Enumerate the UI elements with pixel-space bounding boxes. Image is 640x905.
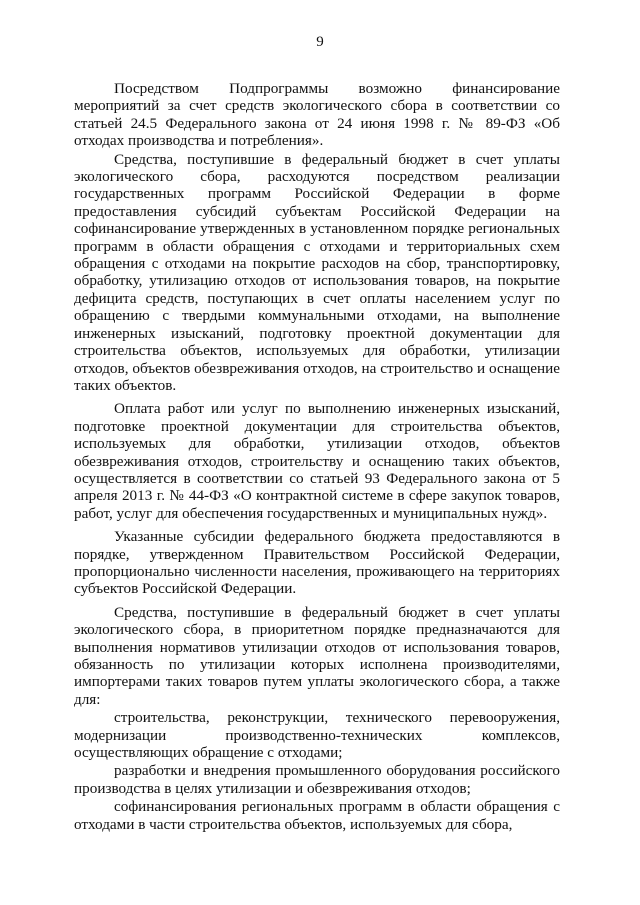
- paragraph: Оплата работ или услуг по выполнению инженерных изысканий, подготовке проектной документации для строительства объектов, используемых для обработки, утилизации отходов, объектов обезвреживания отходов, строительству и оснащению таких объектов, осуществляется в соответствии со статьей 93 Федерального закона от 5 апреля 2013 г. № 44-ФЗ «О контрактной системе в сфере закупок товаров, работ, услуг для обеспечения государственных и муниципальных нужд».: [74, 400, 560, 522]
- paragraph: Посредством Подпрограммы возможно финансирование мероприятий за счет средств экологического сбора в соответствии со статьей 24.5 Федерального закона от 24 июня 1998 г. № 89-ФЗ «Об отходах производства и потребления».: [74, 80, 560, 150]
- document-body: [74, 80, 560, 833]
- paragraph: Средства, поступившие в федеральный бюджет в счет уплаты экологического сбора, в приоритетном порядке предназначаются для выполнения нормативов утилизации отходов от использования товаров, обязанность по утилизации которых исполнена производителями, импортерами таких товаров путем уплаты экологического сбора, а также для:: [74, 603, 560, 708]
- paragraph: софинансирования региональных программ в области обращения с отходами в части строительства объектов, используемых для сбора,: [74, 798, 560, 833]
- paragraph: строительства, реконструкции, технического перевооружения, модернизации производственно-технических комплексов, осуществляющих обращение с отходами;: [74, 709, 560, 762]
- page-number: 9: [316, 34, 324, 50]
- paragraph: Средства, поступившие в федеральный бюджет в счет уплаты экологического сбора, расходуются посредством реализации государственных программ Российской Федерации в форме предоставления субсидий субъектам Российской Федерации на софинансирование утвержденных в установленном порядке региональных программ в области обращения с отходами и территориальных схем обращения с отходами на покрытие расходов на сбор, транспортировку, обработку, утилизацию отходов от использования товаров, на покрытие дефицита средств, поступающих в счет оплаты населением услуг по обращению с твердыми коммунальными отходами, на выполнение инженерных изысканий, подготовку проектной документации для строительства объектов, используемых для обработки, утилизации отходов, объектов обезвреживания отходов, на строительство и оснащение таких объектов.: [74, 150, 560, 394]
- paragraph: Указанные субсидии федерального бюджета предоставляются в порядке, утвержденном Правительством Российской Федерации, пропорционально численности населения, проживающего на территориях субъектов Российской Федерации.: [74, 528, 560, 598]
- paragraph: разработки и внедрения промышленного оборудования российского производства в целях утилизации и обезвреживания отходов;: [74, 762, 560, 797]
